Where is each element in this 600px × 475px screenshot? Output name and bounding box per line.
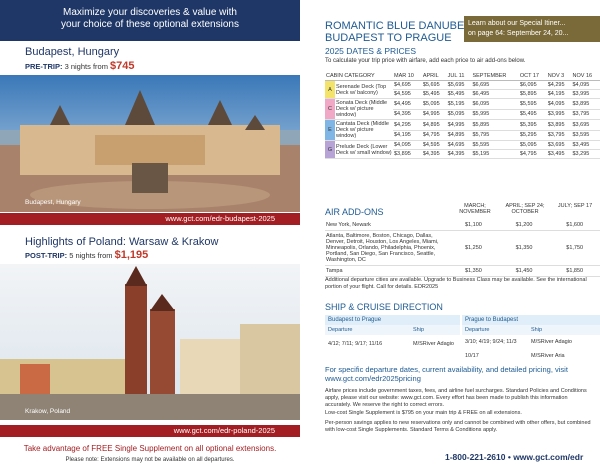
air-addons-heading: AIR ADD-ONS [325, 207, 384, 217]
col-mar10: MAR 10 [393, 72, 422, 81]
cabin-price: $4,195 [393, 130, 422, 141]
air-price: $1,600 [549, 220, 600, 231]
cabin-price-table [325, 72, 600, 159]
air-price: $1,850 [549, 266, 600, 277]
cabin-price: $6,695 [471, 81, 518, 90]
cabin-price: $5,095 [519, 141, 547, 150]
cabin-price: $4,395 [422, 150, 447, 159]
dir-right-header: Prague to Budapest [462, 315, 600, 325]
cabin-price: $4,295 [547, 81, 572, 90]
fine-print-1: Airfare prices include government taxes, fees, and airline fuel surcharges. Standard Policies and Conditions apply, please visit our website: www.gct.com. Every effort has been made to publish this information accurately. We reserve the right to correct errors. [325, 388, 587, 408]
cabin-price: $3,795 [547, 130, 572, 141]
cabin-price: $5,195 [447, 99, 472, 110]
cabin-name: Prelude Deck (Lower Deck w/ small window) [335, 141, 393, 159]
air-city: Tampa [325, 266, 448, 277]
budapest-price-line [25, 60, 135, 72]
prague-to-budapest-box [462, 315, 600, 363]
dir-right-cols [462, 325, 600, 335]
cabin-price: $4,595 [393, 90, 422, 99]
cabin-price: $4,495 [393, 99, 422, 110]
cabin-price: $4,195 [547, 90, 572, 99]
dir-left-row [325, 335, 460, 353]
air-price: $1,750 [549, 231, 600, 266]
cabin-price: $4,995 [422, 109, 447, 120]
dir-left-cols [325, 325, 460, 335]
fine-print-2: Low-cost Single Supplement is $795 on your main trip & FREE on all extensions. [325, 410, 522, 416]
fine-print-3: Per-person savings applies to new reservations only and cannot be combined with other offers, but combined with low-cost Single Supplements. Standard Terms & Conditions apply. [325, 420, 591, 433]
cabin-price: $4,695 [393, 81, 422, 90]
cabin-letter: E [325, 120, 335, 141]
cabin-price: $4,795 [519, 150, 547, 159]
cabin-name: Serenade Deck (Top Deck w/ balcony) [335, 81, 393, 99]
special-itinerary-box [464, 16, 600, 42]
cabin-price: $5,995 [471, 109, 518, 120]
poland-price-line [25, 249, 148, 261]
cabin-row [325, 120, 600, 131]
banner-line2: your choice of these optional extensions [61, 19, 239, 30]
dir-right-row1 [462, 335, 600, 349]
air-price: $1,450 [499, 266, 550, 277]
cabin-price: $5,695 [422, 81, 447, 90]
dir-left-header: Budapest to Prague [325, 315, 460, 325]
air-price: $1,100 [448, 220, 499, 231]
dir-left-dep: 4/12; 7/11; 9/17; 11/16 [328, 341, 383, 347]
cabin-price: $3,795 [572, 109, 600, 120]
cabin-price: $3,295 [572, 150, 600, 159]
col-nov3: NOV 3 [547, 72, 572, 81]
air-city: Atlanta, Baltimore, Boston, Chicago, Dallas, Denver, Detroit, Houston, Los Angeles, Miami, Minneapolis, Orlando, Philadelphia, Phoenix, Portland, San Diego, San Francisco, Seattle, Washington, DC [325, 231, 448, 266]
dir-right-ship2: M/SRiver Aria [531, 353, 565, 359]
cabin-price: $3,595 [572, 130, 600, 141]
budapest-photo [0, 75, 300, 212]
cabin-price: $4,295 [393, 120, 422, 131]
col-oct17: OCT 17 [519, 72, 547, 81]
cabin-price: $4,995 [447, 120, 472, 131]
krakow-photo [0, 264, 300, 420]
cabin-price: $6,095 [471, 99, 518, 110]
budapest-price: $745 [110, 60, 135, 72]
cabin-letter: G [325, 141, 335, 159]
cabin-price: $5,695 [447, 81, 472, 90]
cabin-price: $4,595 [422, 141, 447, 150]
air-row [325, 266, 600, 277]
promo-line1: Learn about our Special Itiner... [468, 20, 566, 27]
krakow-caption: Krakow, Poland [25, 408, 71, 415]
air-addons-table [325, 220, 600, 277]
dir-right-dep1: 3/10; 4/19; 9/24; 11/3 [465, 339, 517, 345]
air-row [325, 220, 600, 231]
budapest-url[interactable]: www.gct.com/edr-budapest-2025 [0, 213, 300, 225]
cabin-price: $5,595 [471, 141, 518, 150]
cabin-price: $4,095 [572, 81, 600, 90]
cabin-price: $3,995 [572, 90, 600, 99]
cabin-price: $5,095 [422, 99, 447, 110]
cabin-price: $5,895 [519, 90, 547, 99]
budapest-title: Budapest, Hungary [25, 46, 120, 58]
cabin-price: $5,295 [519, 130, 547, 141]
promo-line2: on page 64: September 24, 20... [468, 30, 569, 37]
cabin-price: $5,495 [519, 109, 547, 120]
col-september: SEPTEMBER [471, 72, 518, 81]
cabin-price: $4,795 [422, 130, 447, 141]
air-note-text: Additional departure cities are available. Upgrade to Business Class may be available. See the international portion of your flight. Call for details. [325, 277, 587, 290]
cabin-row [325, 99, 600, 110]
air-price: $1,250 [448, 231, 499, 266]
cabin-price: $3,695 [572, 120, 600, 131]
cabin-price: $5,595 [519, 99, 547, 110]
budapest-to-prague-box [325, 315, 460, 353]
cabin-price: $6,095 [519, 81, 547, 90]
cabin-price: $5,095 [447, 109, 472, 120]
budapest-caption: Budapest, Hungary [25, 199, 81, 206]
dir-right-ship-col: Ship [531, 327, 543, 333]
extensions-note: Please note: Extensions may not be available on all departures. [65, 457, 235, 463]
cabin-price: $3,895 [572, 99, 600, 110]
direction-heading: SHIP & CRUISE DIRECTION [325, 302, 443, 312]
cabin-name: Sonata Deck (Middle Deck w/ picture window) [335, 99, 393, 120]
cabin-price: $3,495 [572, 141, 600, 150]
cabin-price: $4,895 [422, 120, 447, 131]
air-col2: APRIL; SEP 24; OCTOBER [505, 203, 545, 215]
dir-left-ship: M/SRiver Adagio [413, 341, 454, 347]
cabin-letter: C [325, 99, 335, 120]
specific-dates-note[interactable]: For specific departure dates, current availability, and detailed pricing, visit www.gct.com/edr2025pricing [325, 365, 568, 383]
single-supplement-promo: Take advantage of FREE Single Supplement on all optional extensions. [23, 444, 277, 453]
budapest-nights: 3 nights from [64, 62, 108, 71]
cabin-price: $5,395 [519, 120, 547, 131]
cabin-letter: A [325, 81, 335, 99]
cabin-price: $3,495 [547, 150, 572, 159]
cabin-price: $5,495 [422, 90, 447, 99]
poland-title: Highlights of Poland: Warsaw & Krakow [25, 236, 219, 248]
trip-title-line2: BUDAPEST TO PRAGUE [325, 32, 452, 44]
col-jul11: JUL 11 [447, 72, 472, 81]
cabin-price: $5,895 [471, 120, 518, 131]
poland-price: $1,195 [114, 249, 149, 261]
banner-line1: Maximize your discoveries & value with [63, 7, 237, 18]
cabin-price: $4,895 [447, 130, 472, 141]
poland-nights: 5 nights from [69, 251, 113, 260]
air-note [325, 277, 590, 291]
dir-left-ship-col: Ship [413, 327, 425, 333]
extensions-banner [0, 0, 300, 41]
cabin-table-header [325, 72, 600, 81]
air-price: $1,200 [499, 220, 550, 231]
trip-title-line1: ROMANTIC BLUE DANUBE [325, 20, 465, 32]
cabin-price: $5,495 [447, 90, 472, 99]
dir-right-row2 [462, 349, 600, 363]
dir-right-ship1: M/SRiver Adagio [531, 339, 572, 345]
air-col1: MARCH; NOVEMBER [459, 203, 491, 215]
dir-right-dep-col: Departure [465, 327, 490, 333]
air-price: $1,350 [448, 266, 499, 277]
cabin-price: $4,695 [447, 141, 472, 150]
cabin-row [325, 141, 600, 150]
dir-right-dep2: 10/17 [465, 353, 479, 359]
cabin-price: $5,195 [471, 150, 518, 159]
pricing-intro: To calculate your trip price with airfare, add each price to air add-ons below. [325, 58, 526, 64]
cabin-price: $6,495 [471, 90, 518, 99]
air-city: New York, Newark [325, 220, 448, 231]
cabin-price: $3,695 [547, 141, 572, 150]
cabin-price: $5,795 [471, 130, 518, 141]
dir-left-dep-col: Departure [328, 327, 353, 333]
contact-phone[interactable]: 1-800-221-2610 • www.gct.com/edr [445, 452, 584, 462]
trip-title [325, 20, 464, 44]
cabin-price: $3,895 [393, 150, 422, 159]
col-cabin: CABIN CATEGORY [325, 72, 393, 81]
cabin-price: $4,395 [447, 150, 472, 159]
cabin-row [325, 81, 600, 90]
air-col3: JULY; SEP 17 [557, 203, 593, 209]
air-code: EDR2025 [414, 284, 439, 290]
dates-prices-heading: 2025 DATES & PRICES [325, 46, 417, 56]
air-price: $1,350 [499, 231, 550, 266]
poland-url[interactable]: www.gct.com/edr-poland-2025 [0, 425, 300, 437]
cabin-price: $4,395 [393, 109, 422, 120]
budapest-tag: PRE-TRIP: [25, 62, 63, 71]
cabin-price: $4,095 [547, 99, 572, 110]
cabin-name: Cantata Deck (Middle Deck w/ picture window) [335, 120, 393, 141]
cabin-price: $3,895 [547, 120, 572, 131]
poland-tag: POST-TRIP: [25, 251, 68, 260]
col-april: APRIL [422, 72, 447, 81]
col-nov16: NOV 16 [572, 72, 600, 81]
cabin-price: $3,995 [547, 109, 572, 120]
air-row [325, 231, 600, 266]
cabin-price: $4,095 [393, 141, 422, 150]
